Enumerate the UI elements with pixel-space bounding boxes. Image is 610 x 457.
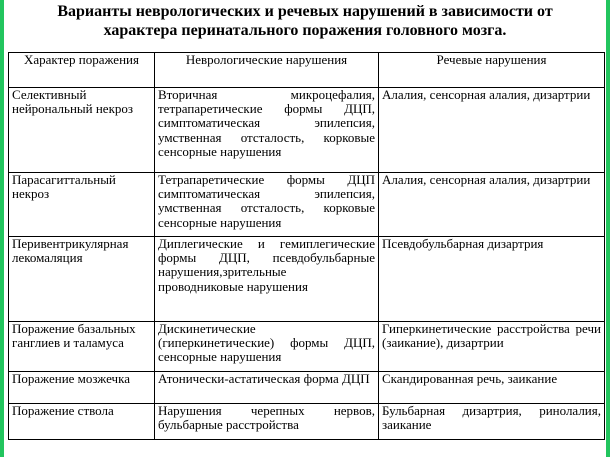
table-row: [9, 237, 605, 322]
table-row: [9, 173, 605, 237]
header-speech: Речевые нарушения: [379, 53, 605, 88]
speech-cell: Алалия, сенсорная алалия, дизартрии: [379, 173, 605, 237]
neuro-cell: Дискинетические (гиперкинетические) формы ДЦП, сенсорные нарушения: [155, 322, 379, 372]
speech-cell: Бульбарная дизартрия, ринолалия, заикание: [379, 404, 605, 440]
speech-cell: Псевдобульбарная дизартрия: [379, 237, 605, 322]
document-title: [10, 2, 600, 40]
lesion-cell: Поражение базальных ганглиев и таламуса: [9, 322, 155, 372]
speech-cell: Алалия, сенсорная алалия, дизартрии: [379, 88, 605, 173]
table-row: [9, 372, 605, 404]
table-header-row: [9, 53, 605, 88]
neuro-cell: Вторичная микроцефалия, тетрапаретические формы ДЦП, симптоматическая эпилепсия, умственная отсталость, корковые сенсорные нарушения: [155, 88, 379, 173]
lesion-cell: Поражение ствола: [9, 404, 155, 440]
title-line-2: характера перинатального поражения головного мозга.: [103, 22, 507, 39]
lesion-cell: Парасагиттальный некроз: [9, 173, 155, 237]
right-accent-bar: [606, 0, 610, 457]
neuro-cell: Нарушения черепных нервов, бульбарные расстройства: [155, 404, 379, 440]
neuro-cell: Атонически-астатическая форма ДЦП: [155, 372, 379, 404]
table-row: [9, 322, 605, 372]
speech-cell: Скандированная речь, заикание: [379, 372, 605, 404]
left-accent-bar: [0, 0, 4, 457]
neuro-cell: Диплегические и гемиплегические формы ДЦП, псевдобульбарные нарушения,зрительные проводниковые нарушения: [155, 237, 379, 322]
neuro-cell: Тетрапаретические формы ДЦП симптоматическая эпилепсия, умственная отсталость, корковые сенсорные нарушения: [155, 173, 379, 237]
disorders-table: [8, 52, 605, 440]
title-line-1: Варианты неврологических и речевых нарушений в зависимости от: [57, 3, 553, 20]
speech-cell: Гиперкинетические расстройства речи (заикание), дизартрии: [379, 322, 605, 372]
table-row: [9, 404, 605, 440]
header-lesion-type: Характер поражения: [9, 53, 155, 88]
table-row: [9, 88, 605, 173]
lesion-cell: Поражение мозжечка: [9, 372, 155, 404]
header-neurological: Неврологические нарушения: [155, 53, 379, 88]
lesion-cell: Перивентрикулярная лекомаляция: [9, 237, 155, 322]
lesion-cell: Селективный нейрональный некроз: [9, 88, 155, 173]
